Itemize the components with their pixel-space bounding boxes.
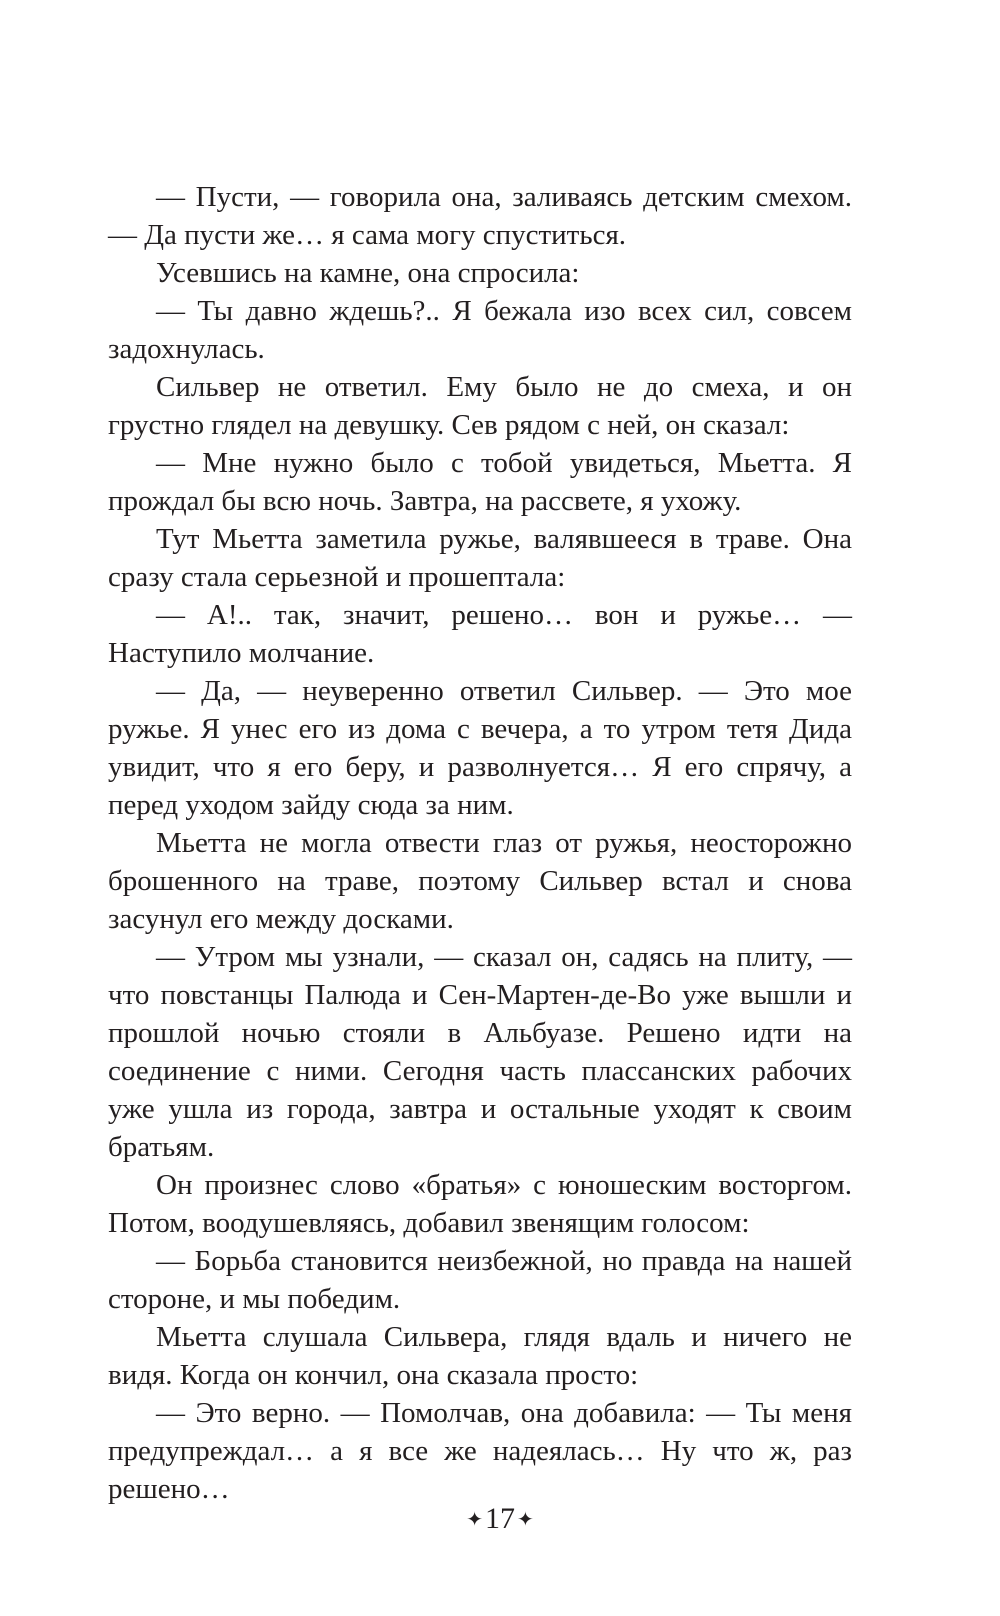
page-number-value: 17 — [485, 1502, 515, 1535]
page-number — [0, 1500, 1000, 1539]
paragraph: — А!.. так, значит, решено… вон и ружье… — Наступило молчание. — [108, 599, 852, 669]
paragraph: Усевшись на камне, она спросила: — [156, 257, 580, 289]
paragraph: Он произнес слово «братья» с юношеским восторгом. Потом, воодушевляясь, добавил звенящим голосом: — [108, 1169, 852, 1239]
paragraph: — Борьба становится неизбежной, но правда на нашей стороне, и мы победим. — [108, 1245, 852, 1315]
paragraph: — Да, — неуверенно ответил Сильвер. — Это мое ружье. Я унес его из дома с вечера, а то утром тетя Дида увидит, что я его беру, и разволнуется… Я его спрячу, а перед уходом зайду сюда за ним. — [108, 675, 852, 821]
ornament-left-icon: ✦ — [466, 1509, 483, 1531]
paragraph: — Утром мы узнали, — сказал он, садясь на плиту, — что повстанцы Палюда и Сен-Мартен-де-Во уже вышли и прошлой ночью стояли в Альбуазе. Решено идти на соединение с ними. Сегодня часть плассанских рабочих уже ушла из города, завтра и остальные уходят к своим братьям. — [108, 941, 852, 1163]
paragraph: Мьетта слушала Сильвера, глядя вдаль и ничего не видя. Когда он кончил, она сказала просто: — [108, 1321, 852, 1391]
paragraph: — Пусти, — говорила она, заливаясь детским смехом. — Да пусти же… я сама могу спуститься. — [108, 181, 852, 251]
paragraph: Тут Мьетта заметила ружье, валявшееся в траве. Она сразу стала серьезной и прошептала: — [108, 523, 852, 593]
body-text — [108, 178, 852, 1508]
ornament-right-icon: ✦ — [517, 1509, 534, 1531]
paragraph: Мьетта не могла отвести глаз от ружья, неосторожно брошенного на траве, поэтому Сильвер встал и снова засунул его между досками. — [108, 827, 852, 935]
paragraph: — Это верно. — Помолчав, она добавила: — Ты меня предупреждал… а я все же надеялась… Ну что ж, раз решено… — [108, 1397, 852, 1505]
paragraph: — Мне нужно было с тобой увидеться, Мьетта. Я прождал бы всю ночь. Завтра, на рассвете, я ухожу. — [108, 447, 852, 517]
paragraph: Сильвер не ответил. Ему было не до смеха, и он грустно глядел на девушку. Сев рядом с ней, он сказал: — [108, 371, 852, 441]
paragraph: — Ты давно ждешь?.. Я бежала изо всех сил, совсем задохнулась. — [108, 295, 852, 365]
